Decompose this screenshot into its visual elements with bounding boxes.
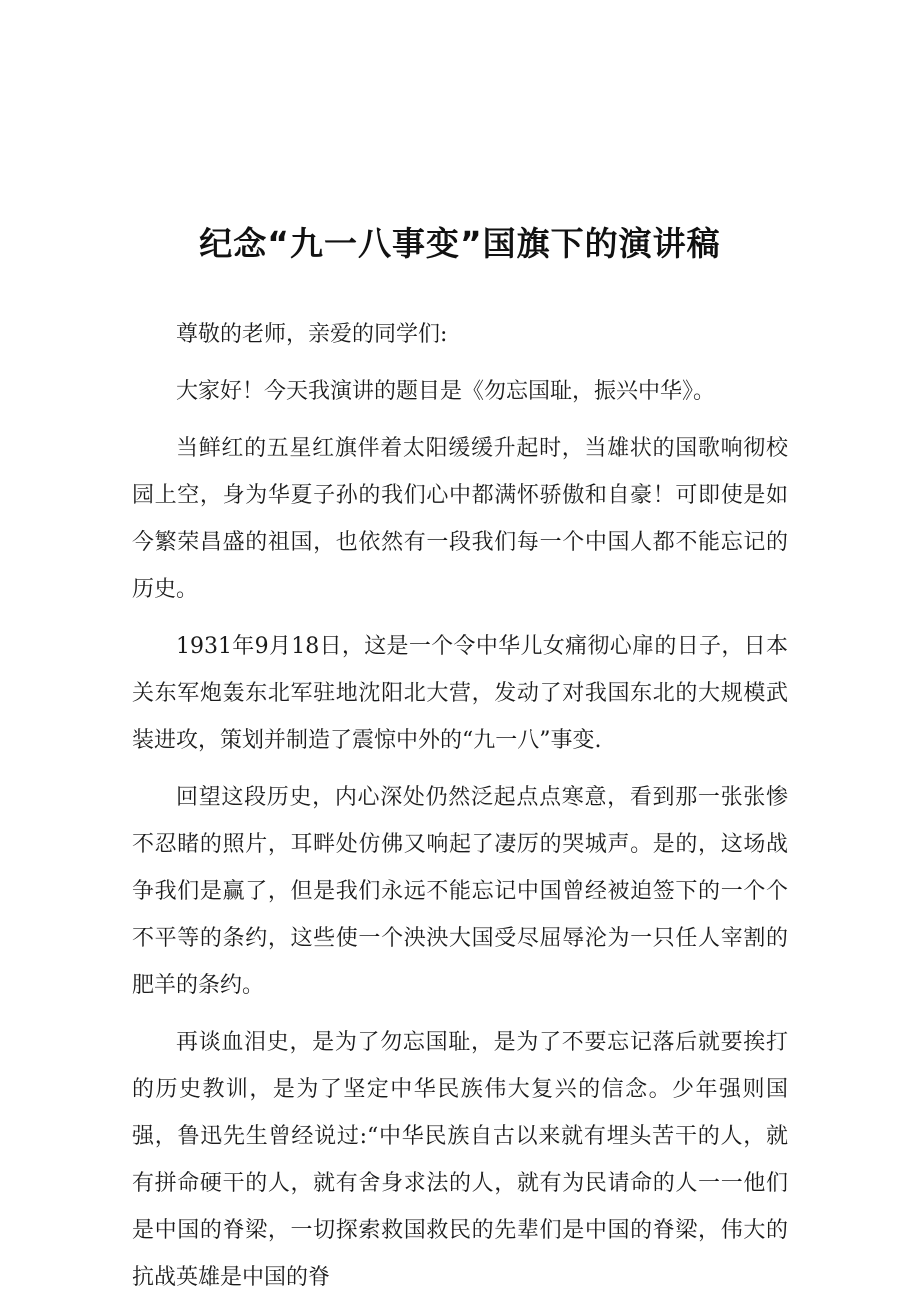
paragraph-history: 1931年9月18日，这是一个令中华儿女痛彻心扉的日子，日本关东军炮轰东北军驻地沈阳北大营，发动了对我国东北的大规模武装进攻，策划并制造了震惊中外的“九一八”事变. xyxy=(132,634,788,753)
paragraph-flag: 当鲜红的五星红旗伴着太阳缓缓升起时，当雄状的国歌响彻校园上空，身为华夏子孙的我们心中都满怀骄傲和自豪！可即使是如今繁荣昌盛的祖国，也依然有一段我们每一个中国人都不能忘记的历史。 xyxy=(132,436,788,602)
paragraph-topic: 大家好！今天我演讲的题目是《勿忘国耻，振兴中华》。 xyxy=(176,379,716,404)
document-body xyxy=(132,311,788,1301)
paragraph-lesson: 再谈血泪史，是为了勿忘国耻，是为了不要忘记落后就要挨打的历史教训，是为了坚定中华民族伟大复兴的信念。少年强则国强，鲁迅先生曾经说过:“中华民族自古以来就有埋头苦干的人，就有拼命硬干的人，就有舍身求法的人，就有为民请命的人一一他们是中国的脊梁，一切探索救国救民的先辈们是中国的脊梁，伟大的抗战英雄是中国的脊 xyxy=(132,1030,788,1290)
document-title: 纪念“九一八事变”国旗下的演讲稿 xyxy=(199,224,721,263)
paragraph-reflection: 回望这段历史，内心深处仍然泛起点点寒意，看到那一张张惨不忍睹的照片，耳畔处仿佛又响起了凄厉的哭城声。是的，这场战争我们是赢了，但是我们永远不能忘记中国曾经被迫签下的一个个不平等的条约，这些使一个泱泱大国受尽屈辱沦为一只任人宰割的肥羊的条约。 xyxy=(132,785,788,998)
paragraph-greeting: 尊敬的老师，亲爱的同学们: xyxy=(176,322,448,347)
